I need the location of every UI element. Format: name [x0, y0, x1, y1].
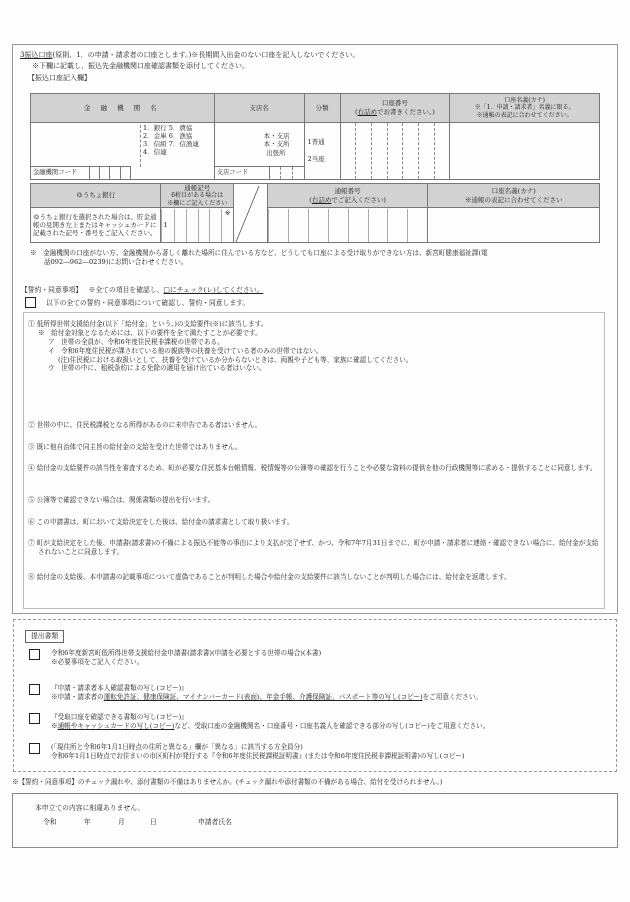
passbook-number-cells[interactable] [267, 208, 428, 243]
pledge-item-1-b-note: (注)住民税における取扱いとして、扶養を受けているか分からないときは、両親や子ども等、家族に確認してください。 [58, 355, 413, 364]
contact-note-line2: 話092―962―0239)にお問い合わせください。 [44, 257, 188, 266]
pledge-item-8-text: ⑧ 給付金の支給後、本申請書の記載事項について虚偽であることが判明した場合や給付金の支給要件に該当しないことが判明した場合には、給付金を返還します。 [28, 573, 511, 581]
document-3-note [51, 722, 489, 731]
document-2-note-pre: ※申請・請求者の [51, 692, 104, 701]
bank-type-option[interactable]: 2．金庫 6．漁協 [143, 131, 193, 140]
pledge-item-5: ⑤ 公簿等で確認できない場合は、関係書類の提出を行います。 [28, 496, 215, 504]
yucho-right-align-note: 右詰め [311, 195, 332, 204]
year-label: 年 [84, 818, 91, 826]
pledge-item-3: ③ 既に他自治体で同主旨の給付金の支給を受けた世帯ではありません。 [28, 443, 242, 451]
document-4-checkbox[interactable] [29, 743, 40, 754]
declaration-statement: 本申立ての内容に相違ありません。 [35, 804, 145, 812]
yucho-instruction: ゆうちょ銀行を選択された場合は、貯金通帳の見開き左上またはキャッシュカードに記載された記号・番号をご記入ください。 [31, 208, 161, 243]
header-symbol-line1: 通帳記号 [184, 183, 211, 192]
document-2-note-underlined: 運転免許証、健康保険証、マイナンバーカード(表面)、年金手帳、介護保険証、パスポート等の写し(コピー) [103, 692, 423, 701]
day-label: 日 [150, 818, 157, 826]
pledge-item-6: ⑥ この申請書は、町において支給決定をした後は、給付金の請求書として取り扱います。 [28, 518, 294, 526]
pledge-item-1 [28, 320, 600, 373]
document-3-note-underlined: 通帳やキャッシュカードの写し(コピー) [57, 721, 175, 730]
document-2-note [51, 693, 482, 702]
header-passbook-number-line2: (右詰めでご記入ください) [309, 195, 386, 204]
header-holder-line3: ※通帳の表記に合わせてください。 [476, 111, 573, 119]
pledge-item-4-text: ④ 給付金の支給要件の該当性を審査するため、町が必要な住民基本台帳情報、税情報等の公簿等の確認を行うことや必要な資料の提供を他の行政機関等に求める・提供することに同意します。 [28, 464, 597, 472]
pledge-item-1-text: ① 低所得世帯支援給付金(以下「給付金」という。)の支給要件(※)に該当します。 [28, 320, 268, 328]
account-intro [20, 51, 600, 85]
pledge-items-box [23, 312, 605, 609]
bank-type-option[interactable]: 1．銀行 5．農協 [143, 124, 193, 132]
pledge-item-1-c: ウ 世帯の中に、租税条約による免除の適用を届け出ている者はいない。 [48, 364, 266, 373]
branch-name-field[interactable] [214, 123, 304, 167]
header-yucho-holder-line1: 口座名義(カナ) [491, 186, 536, 195]
yucho-holder-field[interactable] [428, 208, 600, 243]
header-yucho-holder [428, 184, 600, 208]
pledge-item-7-text: ⑦ 町が支給決定をした後、申請書(請求書)の不備による振込不能等の事由により支払が完了せず、かつ、令和7年7月31日までに、町が申請・請求者に連絡・確認できない場合に、給付金が支給されないことに同意します。 [28, 539, 599, 556]
header-account-holder [450, 94, 600, 123]
section-heading-rest: (原則、1．の申請・請求者の口座とします。)※長期間入出金のない口座を記入しないでください。 [52, 51, 360, 59]
pledge-agree-checkbox[interactable] [25, 297, 36, 308]
document-3-title: 『受取口座を確認できる書類の写し(コピー)』 [51, 713, 188, 721]
document-1-note: ※必要事項をご記入ください。 [51, 657, 144, 666]
branch-type-option[interactable]: 出張所 [266, 148, 286, 157]
applicant-name-label: 申請者氏名 [198, 818, 232, 826]
header-account-number [340, 94, 450, 123]
section-heading: 3振込口座 [20, 51, 53, 59]
symbol-extra-mark: ※ [221, 209, 233, 242]
pledge-item-1-b: イ 令和6年度住民税が課されている他の親族等の扶養を受けている者のみの世帯ではない。 [48, 346, 323, 355]
document-2-checkbox[interactable] [29, 684, 40, 695]
header-symbol-line2: 6桁目がある場合は [171, 192, 224, 200]
attach-note: ※下欄に記載し、振込先金融機関口座確認書類を添付してください。 [32, 62, 249, 71]
header-yucho-holder-line2: ※通帳の表記に合わせてください [464, 195, 563, 204]
header-yucho: ゆうちょ銀行 [31, 184, 161, 208]
right-align-note: 右詰め [357, 108, 378, 116]
account-type-option[interactable]: 2当座 [307, 155, 325, 163]
header-type: 分類 [304, 94, 340, 123]
checklist-warning: ※【誓約・同意事項】のチェック漏れや、添付書類の不備はありませんか。(チェック漏れや添付書類の不備がある場合、給付を受けられません。) [12, 778, 443, 786]
account-type-field[interactable] [304, 123, 340, 180]
document-3-note-pre: ※ [51, 721, 58, 730]
header-passbook-number [267, 184, 428, 208]
branch-code-label [214, 167, 304, 180]
era-label: 令和 [43, 818, 57, 826]
account-entry-label: 【振込口座記入欄】 [28, 73, 91, 82]
diagonal-divider [233, 184, 267, 243]
branch-type-option[interactable]: 本・支店 [263, 132, 290, 141]
bank-code-label [31, 167, 131, 180]
document-2-title: 『申請・請求者本人確認書類の写し(コピー)』 [51, 684, 188, 692]
bank-account-table [30, 93, 600, 180]
pledge-instruction-underlined: □にチェック(レ)してください。 [163, 286, 264, 294]
header-account-number-line2: (右詰めでお書きください。) [354, 108, 435, 116]
document-2-note-post: をご用意ください。 [422, 692, 482, 701]
header-passbook-number-line1: 通帳番号 [334, 186, 361, 195]
document-1-checkbox[interactable] [29, 649, 40, 660]
pledge-item-1-a: ア 世帯の全員が、令和6年度住民税非課税の世帯である。 [48, 337, 224, 346]
passbook-symbol-cells[interactable] [161, 208, 233, 243]
branch-code-label-text: 支店コード [216, 168, 249, 176]
account-type-option[interactable]: 1普通 [307, 138, 325, 147]
account-holder-field[interactable] [450, 123, 600, 180]
documents-label: 提出書類 [25, 630, 64, 643]
branch-code-cells[interactable] [269, 167, 304, 179]
document-3-checkbox[interactable] [29, 713, 40, 724]
document-4-note: 令和6年1月1日時点でお住まいの市区町村が発行する『令和6年度住民税課税証明書』(または令和6年度住民税非課税証明書)の写し(コピー) [51, 751, 465, 760]
document-4-title: (「現住所と令和6年1月1日時点の住所と異なる」欄が「異なる」に該当する方全員分) [51, 743, 303, 751]
header-holder-line2: ※「1．申請・請求者」名義に限る。 [474, 104, 575, 112]
header-symbol [161, 184, 233, 208]
month-label: 月 [118, 818, 125, 826]
no-account-contact-note [30, 249, 605, 267]
header-branch: 支店名 [214, 94, 304, 123]
pledge-item-1-note: ※ 給付金対象となるためには、以下の要件を全て満たすことが必要です。 [38, 328, 262, 337]
bank-type-option[interactable]: 4．信連 [143, 147, 167, 156]
document-3-note-post: など、受取口座の金融機関名・口座番号・口座名義人を確認できる部分の写し(コピー)をご用意ください。 [174, 721, 490, 730]
header-bank-name: 金 融 機 関 名 [31, 94, 215, 123]
pledge-instruction: ※全ての項目を確認し、 [88, 286, 164, 294]
pledge-item-2: ② 世帯の中に、住民税課税となる所得があるのに未申告である者はいません。 [28, 421, 262, 429]
bank-code-label-text: 金融機関コード [33, 168, 78, 176]
account-number-cells[interactable] [340, 123, 450, 180]
bank-type-option[interactable]: 3．信組 7．信漁連 [143, 139, 199, 148]
bank-name-field[interactable] [31, 123, 215, 167]
symbol-prefix: 1 [161, 209, 174, 242]
branch-type-option[interactable]: 本・支所 [263, 140, 290, 149]
header-passbook-number-line2-rest: でご記入ください) [331, 195, 386, 204]
pledge-agree-label: 以下の全ての誓約・同意事項について確認し、誓約・同意します。 [46, 299, 250, 307]
header-holder-line1: 口座名義(カナ) [504, 96, 545, 104]
document-1-title: 令和6年度新宮町低所得世帯支援給付金申請書(請求書)(申請を必要とする世帯の場合)(本書) [51, 649, 322, 657]
contact-note-line1: ※ 金融機関の口座がない方、金融機関から著しく離れた場所に住んでいる方など、どうしても口座による受け取りができない方は、新宮町健康福祉課(電 [30, 249, 488, 257]
header-account-number-line2-rest: でお書きください。 [377, 108, 433, 116]
bank-code-spacer [130, 167, 214, 180]
signature-box [12, 793, 618, 848]
bank-type-options [140, 125, 199, 167]
header-symbol-line3: ※欄にご記入ください [167, 199, 228, 207]
pledge-item-4 [28, 464, 600, 473]
header-account-number-line1: 口座番号 [381, 99, 408, 108]
pledge-item-8 [28, 573, 600, 582]
yucho-account-table [30, 183, 600, 243]
pledge-item-7 [28, 539, 600, 557]
bank-code-cells[interactable] [89, 167, 130, 179]
pledge-heading [21, 286, 263, 295]
pledge-title: 【誓約・同意事項】 [21, 286, 83, 294]
